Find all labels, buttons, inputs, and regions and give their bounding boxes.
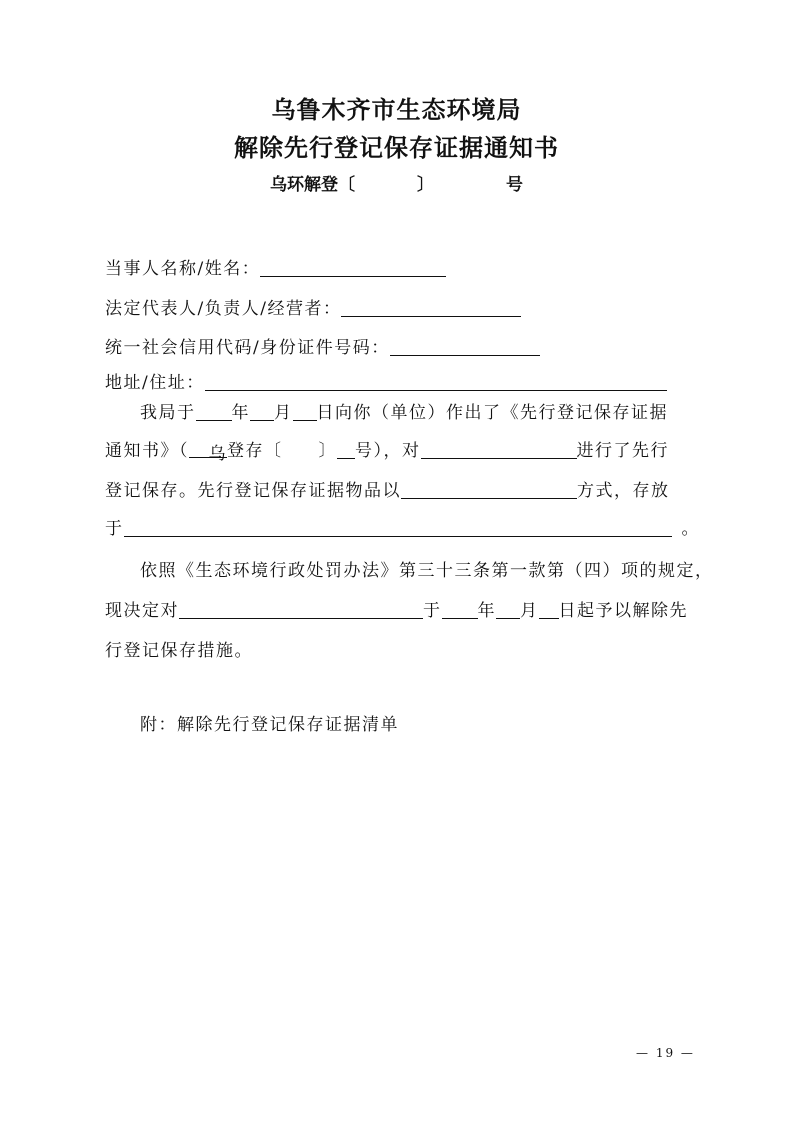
p2-year-blank[interactable] [442, 600, 478, 619]
p2-month-blank[interactable] [496, 600, 520, 619]
p2-text-a: 依照《生态环境行政处罚办法》第三十三条第一款第（四）项的规定， [140, 561, 714, 581]
page-number: — 19 — [636, 1046, 695, 1060]
credit-code-label: 统一社会信用代码/身份证件号码： [105, 338, 390, 358]
credit-code-blank[interactable] [390, 337, 540, 356]
attachment-note: 附：解除先行登记保存证据清单 [140, 715, 399, 735]
credit-code-row [105, 333, 540, 358]
address-row [105, 368, 667, 393]
address-blank[interactable] [205, 372, 667, 391]
p1-day-blank[interactable] [293, 402, 317, 421]
docno-suffix: 号 [506, 175, 523, 195]
p2-object-blank[interactable] [179, 600, 423, 619]
p1-bracket-close: 〕 [318, 441, 337, 461]
paragraph1-line1 [140, 398, 668, 423]
p2-month-label: 月 [520, 601, 539, 621]
party-name-row [105, 254, 446, 279]
document-title: 解除先行登记保存证据通知书 [234, 134, 559, 162]
docno-bracket-close: 〕 [417, 175, 434, 195]
p1-year-label: 年 [231, 403, 250, 423]
legal-rep-row [105, 294, 521, 319]
party-name-blank[interactable] [260, 258, 446, 277]
legal-rep-blank[interactable] [341, 298, 521, 317]
p1-object-blank[interactable] [421, 440, 577, 459]
p2-year-label: 年 [477, 601, 496, 621]
paragraph2-line2 [105, 596, 688, 621]
address-label: 地址/住址： [105, 373, 205, 393]
p2-text-b: 现决定对 [105, 601, 179, 621]
p1-text-a: 我局于 [140, 403, 196, 423]
party-name-label: 当事人名称/姓名： [105, 259, 261, 279]
p1-method-blank[interactable] [401, 480, 577, 499]
p1-text-j: 。 [681, 519, 700, 539]
paragraph2-line3 [105, 636, 253, 661]
p1-number-blank[interactable] [337, 440, 355, 459]
p1-month-blank[interactable] [250, 402, 274, 421]
agency-title: 乌鲁木齐市生态环境局 [271, 96, 522, 124]
p1-location-blank[interactable] [124, 518, 672, 537]
p2-text-c: 于 [423, 601, 442, 621]
paragraph1-line3 [105, 476, 670, 501]
p1-text-g: 登记保存。先行登记保存证据物品以 [105, 481, 401, 501]
p1-text-b: 日向你（单位）作出了《先行登记保存证据 [316, 403, 668, 423]
p2-text-d: 日起予以解除先 [558, 601, 688, 621]
p2-text-e: 行登记保存措施。 [105, 641, 253, 661]
p1-wu-blank[interactable] [189, 439, 227, 464]
p1-text-c: 通知书》（ [105, 441, 189, 461]
p1-text-e: 号），对 [355, 441, 421, 461]
p1-text-d: 登存〔 [227, 441, 283, 461]
docno-prefix: 乌环解登〔 [270, 175, 355, 195]
p1-wu-char: 乌 [208, 444, 227, 464]
document-number [0, 170, 793, 195]
paragraph1-line2 [105, 436, 669, 464]
paragraph1-line4 [105, 514, 700, 539]
p1-month-label: 月 [274, 403, 293, 423]
p2-day-blank[interactable] [539, 600, 559, 619]
p1-text-h: 方式，存放 [577, 481, 670, 501]
paragraph2-line1 [140, 556, 714, 581]
p1-text-i: 于 [105, 519, 124, 539]
p1-text-f: 进行了先行 [576, 441, 669, 461]
p1-year-blank[interactable] [196, 402, 232, 421]
legal-rep-label: 法定代表人/负责人/经营者： [105, 299, 342, 319]
